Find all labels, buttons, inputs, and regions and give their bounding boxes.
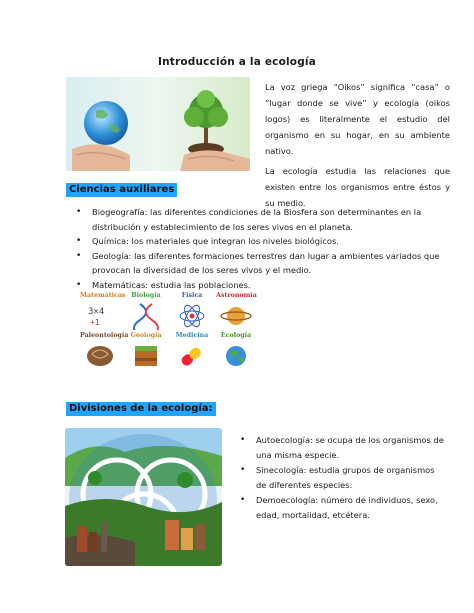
science-label: Física <box>181 292 203 299</box>
intro-paragraph-1: La voz griega “Oikos” significa “casa” o “lugar donde se vive” y ecología (oikos logos) es literalmente el estudio del organismo en su hogar, en su ambiente nativo. <box>265 82 450 156</box>
science-cell-ecologia <box>216 332 256 370</box>
list-item: • Biogeografía: las diferentes condiciones de la Biosfera son determinantes en la distribución y establecimiento de los seres vivos en el planeta. <box>72 205 442 234</box>
ecology-divisions-list <box>236 433 446 523</box>
science-cell-geologia <box>126 332 166 370</box>
science-cell-astronomia <box>216 292 256 330</box>
list-item: • Demoecología: número de individuos, sexo, edad, mortalidad, etcétera. <box>236 493 446 522</box>
intro-paragraph-2: La ecología estudia las relaciones que existen entre los organismos entre éstos y su medio. <box>265 166 450 208</box>
svg-text:3×4: 3×4 <box>88 307 105 317</box>
science-label: Astronomía <box>216 292 257 299</box>
science-label: Geología <box>130 332 162 339</box>
list-item: • Química: los materiales que integran los niveles biológicos. <box>72 234 442 249</box>
auxiliary-sciences-list <box>72 205 442 292</box>
svg-text:+1: +1 <box>90 318 100 327</box>
science-label: Biología <box>131 292 161 299</box>
list-item: • Matemáticas: estudia las poblaciones. <box>72 278 442 293</box>
ecology-divisions-image <box>65 428 222 566</box>
section-heading-ciencias: Ciencias auxiliares <box>66 183 177 197</box>
hero-image <box>66 77 250 171</box>
science-label: Ecología <box>220 332 252 339</box>
section-heading-divisiones: Divisiones de la ecología: <box>66 402 216 416</box>
science-cell-biologia <box>126 292 166 330</box>
globe-icon <box>84 101 128 145</box>
science-label: Medicina <box>175 332 209 339</box>
science-label: Paleontología <box>80 332 129 339</box>
science-cell-paleontologia <box>80 332 129 370</box>
list-item: • Autoecología: se ocupa de los organismos de una misma especie. <box>236 433 446 462</box>
science-icons-grid <box>80 292 257 372</box>
science-cell-medicina <box>172 332 212 370</box>
science-cell-matematicas <box>80 292 126 330</box>
intro-text <box>265 79 450 215</box>
list-item: • Geología: las diferentes formaciones terrestres dan lugar a ambientes variados que provocan la diversidad de los seres vivos y el medio. <box>72 249 442 278</box>
science-cell-fisica <box>172 292 212 330</box>
page-title: Introducción a la ecología <box>157 56 317 68</box>
list-item: • Sinecología: estudia grupos de organismos de diferentes especies. <box>236 463 446 492</box>
science-label: Matemáticas <box>80 292 126 299</box>
